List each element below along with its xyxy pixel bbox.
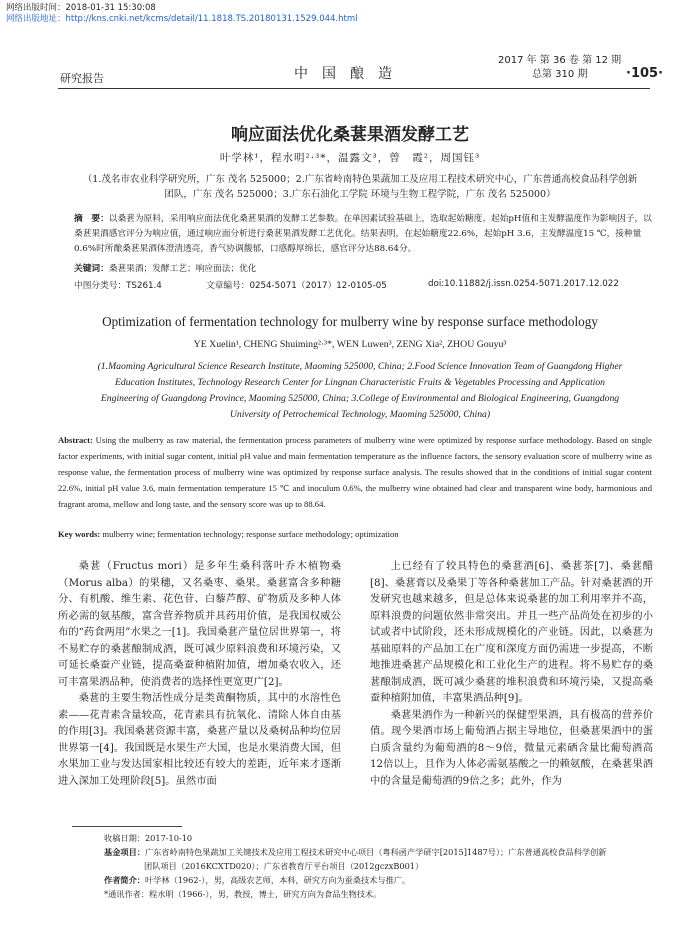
author-bio (104, 873, 660, 887)
issue-line-1: 2017 年 第 36 卷 第 12 期 (498, 55, 622, 66)
keywords-cn-label: 关键词： (74, 264, 109, 274)
keywords-en (58, 529, 399, 539)
abstract-en-label: Abstract: (58, 435, 93, 445)
fund-text-1: 广东省岭南特色果蔬加工关键技术及应用工程技术研究中心项目（粤科函产学研字[2015]1487号）；广东普通高校食品科学创新 (144, 847, 607, 857)
corr-text: 程水明（1966-），男，教授，博士，研究方向为食品生物技术。 (149, 889, 382, 899)
journal-name: 中国酿造 (294, 66, 406, 82)
received-date: 收稿日期：2017-10-10 (104, 833, 193, 843)
body-column-right (370, 558, 653, 789)
fund-label: 基金项目： (104, 847, 145, 857)
clc-number: 中图分类号：TS261.4 (74, 281, 162, 291)
body-paragraph: 桑葚的主要生物活性成分是类黄酮物质，其中的水溶性色素——花青素含量较高，花青素具有抗氧化、清除人体自由基的作用[3]。我国桑葚资源丰富，桑葚产量以及桑树品种均位居世界第一[4]。我国既是水果生产大国，也是水果消费大国，但水果加工业与发达国家相比较还有较大的差距，近年来才逐渐进入深加工处理阶段[5]。虽然市面 (58, 692, 341, 787)
issue-line-2: 总第 310 期 (532, 69, 588, 80)
body-paragraph: 上已经有了较具特色的桑葚酒[6]、桑葚茶[7]、桑葚醋[8]、桑葚膏以及桑果丁等各种桑葚加工产品。针对桑葚酒的开发研究也越来越多，但是总体来说桑葚的加工利用率并不高，原料浪费的问题依然非常突出。并且一些产品尚处在初步的小试或者中试阶段，还未形成规模化的产业链。因此，以桑葚为基础原料的产品加工在广度和深度方面仍需进一步提高，不断地推进桑葚产品规模化和工业化生产的进程。将不易贮存的桑葚酿制成酒，既可减少桑葚的堆积浪费和环境污染，又提高桑蚕种植附加值，丰富果酒品种[9]。 (370, 560, 653, 704)
authors-en: YE Xuelin¹, CHENG Shuiming²·³*, WEN Luwen³, ZENG Xia², ZHOU Gouyu³ (193, 339, 507, 350)
corr-label: *通讯作者： (104, 889, 150, 899)
paper-title-cn: 响应面法优化桑葚果酒发酵工艺 (231, 125, 469, 145)
body-column-left (58, 558, 341, 789)
body-paragraph: 桑葚果酒作为一种新兴的保健型果酒，具有极高的营养价值。现今果酒市场上葡萄酒占据主导地位，但桑葚果酒中的蛋白质含量约为葡萄酒的8～9倍，微量元素硒含量比葡萄酒高12倍以上，且作为人体必需氨基酸之一的赖氨酸，在桑葚果酒中的含量是葡萄酒的9倍之多；此外，作为 (370, 708, 653, 787)
issue-info (498, 54, 621, 82)
abstract-cn-label: 摘 要： (74, 214, 109, 224)
affiliation-cn: （1.茂名市农业科学研究所，广东 茂名 525000；2.广东省岭南特色果蔬加工及应用工程技术研究中心，广东普通高校食品科学创新团队，广东 茂名 525000；3.广东石油化工学院 环境与生物工程学院，广东 茂名 525000） (82, 174, 638, 200)
author-bio-label: 作者简介： (104, 875, 145, 885)
section-label: 研究报告 (60, 72, 104, 85)
article-number: 文章编号：0254-5071（2017）12-0105-05 (206, 281, 387, 291)
header-divider (58, 88, 650, 89)
publication-meta (6, 3, 358, 25)
keywords-en-label: Key words: (58, 529, 101, 539)
keywords-en-text: mulberry wine; fermentation technology; response surface methodology; optimization (102, 529, 399, 539)
author-bio-text: 叶学林（1962-），男，高级农艺师，本科，研究方向为蚕桑技术与推广。 (144, 875, 411, 885)
authors-cn: 叶学林¹，程水明²·³*，温露文³，曾 霞²，周国钰³ (219, 152, 481, 164)
footnotes (104, 831, 660, 901)
keywords-cn (74, 262, 256, 274)
fund-info (104, 845, 660, 859)
abstract-cn (74, 212, 658, 257)
published-time: 网络出版时间：2018-01-31 15:30:08 (6, 3, 156, 13)
paper-title-en: Optimization of fermentation technology for mulberry wine by response surface methodology (102, 314, 598, 329)
abstract-en (58, 432, 652, 512)
page-number: ·105· (626, 66, 664, 81)
fund-text-2: 团队项目（2016KCXTD020）；广东省教育厅平台项目（2012gczxB001） (144, 861, 424, 871)
footnote-divider (72, 826, 182, 827)
abstract-cn-text: 以桑葚为原料，采用响应面法优化桑葚果酒的发酵工艺参数。在单因素试验基础上，选取起始糖度、起始pH值和主发酵温度作为影响因子，以桑葚果酒感官评分为响应值，通过响应面分析进行桑葚果酒发酵工艺优化。结果表明，在起始糖度22.6%，起始pH 3.6，主发酵温度15 ℃，接种量0.6%时所酿桑葚果酒体澄清透亮，香气协调馥郁，口感醇厚绵长，感官评分达88.64分。 (74, 214, 652, 254)
doi-link[interactable]: doi:10.11882/j.issn.0254-5071.2017.12.022 (428, 279, 619, 289)
body-paragraph: 桑葚（Fructus mori）是多年生桑科落叶乔木植物桑（Morus alba）的果穗，又名桑枣、桑果。桑葚富含多种糖分、有机酸、维生素、花色苷、白藜芦醇、矿物质及多种人体所必需的氨基酸，富含营养物质并具药用价值，是我国权威公布的“药食两用”水果之一[1]。我国桑葚产量位居世界第一，将不易贮存的桑葚酿制成酒，既可减少原料浪费和环境污染，又可延长桑蚕产业链，提高桑蚕种植附加值，增加桑农收入，还可丰富果酒品种，使消费者的选择性更宽更广[2]。 (58, 560, 341, 688)
keywords-cn-text: 桑葚果酒；发酵工艺；响应面法；优化 (108, 264, 257, 274)
affiliation-en: (1.Maoming Agricultural Science Research Institute, Maoming 525000, China; 2.Food Science Innovation Team of Guangdong Higher Education Institutes, Technology Research Center for Lingnan Characteristic Fruits & Vegetables Processing and Application Engineering of Guangdong Province, Maoming 525000, China; 3.College of Environmental and Biological Engineering, Guangdong University of Petrochemical Technology, Maoming 525000, China) (97, 361, 623, 420)
corresponding-author (104, 887, 660, 901)
abstract-en-text: Using the mulberry as raw material, the fermentation process parameters of mulberry wine were optimized by response surface methodology. Based on single factor experiments, with initial sugar content, initial pH value and main fermentation temperature as the influence factors, the sensory evaluation score of mulberry wine as response value, the fermentation process of mulberry wine was optimized by response surface analysis. The results showed that in the conditions of initial sugar content 22.6%, initial pH value 3.6, main fermentation temperature 15 ℃ and inoculum 0.6%, the mulberry wine obtained had clear and transparent wine body, harmonious and fragrant aroma, mellow and long taste, and the sensory score was up to 88.64. (58, 435, 652, 509)
published-url-link[interactable]: 网络出版地址：http://kns.cnki.net/kcms/detail/11.1818.TS.20180131.1529.044.html (6, 14, 358, 24)
